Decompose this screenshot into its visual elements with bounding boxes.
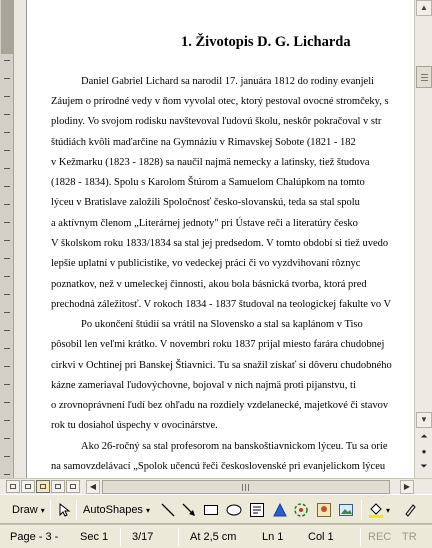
ruler-tick: [4, 168, 10, 169]
text-line: V školskom roku 1833/1834 sa stal jej predsedom. V tomto období si tiež uvedo: [51, 238, 389, 249]
ruler-tick: [4, 186, 10, 187]
thumb-grip: [421, 74, 428, 75]
autoshapes-menu-label: AutoShapes: [83, 504, 143, 516]
print-layout-view-button[interactable]: [36, 480, 50, 493]
ruler-tick: [4, 96, 10, 97]
text-line: lepšie uplatní v publicistike, vo vedeckej práci či vo vyzdvihovaní rôznyc: [51, 258, 361, 269]
text-line: poznatkov, než v umeleckej činnosti, akou bola básnická tvorba, ktorá pred: [51, 279, 367, 290]
text-line: štúdiách kvôli maďarčine na Gymnáziu v Rimavskej Sobote (1821 - 182: [51, 137, 356, 148]
ruler-tick: [4, 78, 10, 79]
ruler-margin-shade: [1, 0, 13, 54]
ruler-tick: [4, 366, 10, 367]
ruler-tick: [4, 420, 10, 421]
status-separator: [120, 528, 121, 546]
scroll-up-button[interactable]: ▲: [416, 0, 432, 16]
drawing-toolbar: [0, 494, 432, 524]
ruler-tick: [4, 456, 10, 457]
fill-color-icon[interactable]: [368, 502, 384, 518]
text-line: o zrovnoprávnení ľudí bez ohľadu na rozdiely vzdelanecké, majetkové či stavov: [51, 400, 389, 411]
page-count-indicator: 3/17: [132, 531, 154, 543]
scroll-down-button[interactable]: ▼: [416, 412, 432, 428]
draw-menu-button[interactable]: [12, 500, 45, 520]
ruler-tick: [4, 312, 10, 313]
text-line: a aktívnym členom „Literárnej jednoty" pri Ústave reči a literatúry česko: [51, 218, 358, 229]
ruler-tick: [4, 150, 10, 151]
outline-view-icon: [55, 484, 61, 489]
status-separator: [360, 528, 361, 546]
text-line: Záujem o prírodné vedy v ňom vyvolal otec, ktorý pestoval ovocné stromčeky, s: [51, 96, 389, 107]
text-line: rok tu dosiahol úspechy v ovocinárstve.: [51, 420, 218, 431]
line-indicator: Ln 1: [262, 531, 284, 543]
text-line: Po ukončení štúdií sa vrátil na Slovensko a stal sa kaplánom v Tiso: [81, 319, 363, 330]
thumb-grip: [421, 80, 428, 81]
print-layout-icon: [40, 484, 46, 489]
text-line: lýceu v Bratislave založili Spoločnosť česko-slovanskú, teda sa stal spolu: [51, 197, 360, 208]
line-icon[interactable]: [160, 502, 176, 518]
web-layout-view-button[interactable]: [21, 480, 35, 493]
status-separator: [178, 528, 179, 546]
horizontal-scrollbar[interactable]: [86, 480, 414, 494]
toolbar-separator: [50, 500, 51, 520]
thumb-grip: [248, 484, 249, 491]
text-line: kázne zameriaval ľudovýchovne, bojoval v nich najmä proti pijanstvu, ti: [51, 380, 356, 391]
text-line: Daniel Gabriel Lichard sa narodil 17. januára 1812 do rodiny evanjeli: [81, 76, 375, 87]
text-line: na samovzdelávací „Spolok učencú řeči československé pri evanjelickom lýceu: [51, 461, 386, 472]
text-line: plodiny. Vo svojom rodisku navštevoval ľudovú školu, neskôr pokračoval v str: [51, 116, 382, 127]
chevron-down-icon: ▾: [146, 506, 151, 515]
page-indicator: Page - 3 -: [10, 531, 59, 543]
ruler-tick: [4, 204, 10, 205]
ruler-tick: [4, 438, 10, 439]
text-line: Ako 26-ročný sa stal profesorom na banskoštiavnickom lýceu. Tu sa orie: [81, 441, 388, 452]
reading-layout-icon: [70, 484, 76, 489]
wordart-icon[interactable]: [272, 502, 288, 518]
toolbar-separator: [361, 500, 362, 520]
reading-layout-button[interactable]: [66, 480, 80, 493]
oval-icon[interactable]: [226, 502, 242, 518]
previous-page-icon[interactable]: ⏶: [420, 431, 428, 441]
ruler-tick: [4, 114, 10, 115]
normal-view-button[interactable]: [6, 480, 20, 493]
thumb-grip: [421, 77, 428, 78]
web-layout-icon: [25, 484, 31, 489]
vertical-scroll-thumb[interactable]: [416, 66, 432, 88]
diagram-icon[interactable]: [293, 502, 309, 518]
draw-menu-label: Draw: [12, 504, 38, 516]
ruler-tick: [4, 384, 10, 385]
ruler-tick: [4, 402, 10, 403]
text-line: (1828 - 1834). Spolu s Karolom Štúrom a Samuelom Chalúpkom na tomto: [51, 177, 365, 188]
select-objects-icon[interactable]: [56, 502, 72, 518]
ruler-tick: [4, 348, 10, 349]
ruler-tick: [4, 330, 10, 331]
outline-view-button[interactable]: [51, 480, 65, 493]
status-bar: [0, 524, 432, 548]
vertical-scrollbar[interactable]: [414, 0, 432, 478]
section-indicator: Sec 1: [80, 531, 109, 543]
scroll-right-button[interactable]: ▶: [400, 480, 414, 494]
chevron-down-icon: ▾: [386, 506, 391, 515]
next-page-icon[interactable]: ⏷: [420, 461, 428, 471]
fill-color-dropdown[interactable]: [386, 500, 390, 520]
ruler-tick: [4, 240, 10, 241]
document-heading: 1. Životopis D. G. Licharda: [181, 34, 351, 50]
text-box-icon[interactable]: [249, 502, 265, 518]
thumb-grip: [245, 484, 246, 491]
ruler-tick: [4, 258, 10, 259]
ruler-tick: [4, 222, 10, 223]
arrow-icon[interactable]: [181, 502, 197, 518]
text-line: pôsobil len veľmi krátko. V novembri roku 1837 prijal miesto farára chudobnej: [51, 339, 385, 350]
horizontal-bar: [0, 478, 432, 494]
column-indicator: Col 1: [308, 531, 334, 543]
text-line: v Kežmarku (1823 - 1828) sa naučil najmä nemecky a latinsky, tiež študova: [51, 157, 370, 168]
text-line: cirkvi v Ochtinej pri Banskej Štiavnici. Tu sa snažil získať si dôveru chudobného: [51, 360, 392, 371]
vertical-ruler[interactable]: [0, 0, 14, 478]
position-indicator: At 2,5 cm: [190, 531, 237, 543]
horizontal-scroll-thumb[interactable]: [102, 480, 390, 494]
ruler-tick: [4, 132, 10, 133]
text-line: prechodná záležitosť. V rokoch 1834 - 1837 študoval na teologickej fakulte vo V: [51, 299, 392, 310]
insert-picture-icon[interactable]: [338, 502, 354, 518]
rectangle-icon[interactable]: [203, 502, 219, 518]
ruler-tick: [4, 474, 10, 475]
record-macro-indicator[interactable]: REC: [368, 531, 392, 543]
track-changes-indicator[interactable]: TR: [402, 531, 417, 543]
scroll-left-button[interactable]: ◀: [86, 480, 100, 494]
normal-view-icon: [10, 484, 16, 489]
document-page[interactable]: [26, 0, 414, 478]
thumb-grip: [242, 484, 243, 491]
autoshapes-menu-button[interactable]: [83, 500, 150, 520]
line-color-icon[interactable]: [402, 502, 418, 518]
select-browse-object-icon[interactable]: ●: [421, 447, 427, 456]
ruler-tick: [4, 60, 10, 61]
ruler-tick: [4, 276, 10, 277]
ruler-tick: [4, 294, 10, 295]
clip-art-icon[interactable]: [316, 502, 332, 518]
chevron-down-icon: ▾: [40, 506, 45, 515]
toolbar-separator: [76, 500, 77, 520]
